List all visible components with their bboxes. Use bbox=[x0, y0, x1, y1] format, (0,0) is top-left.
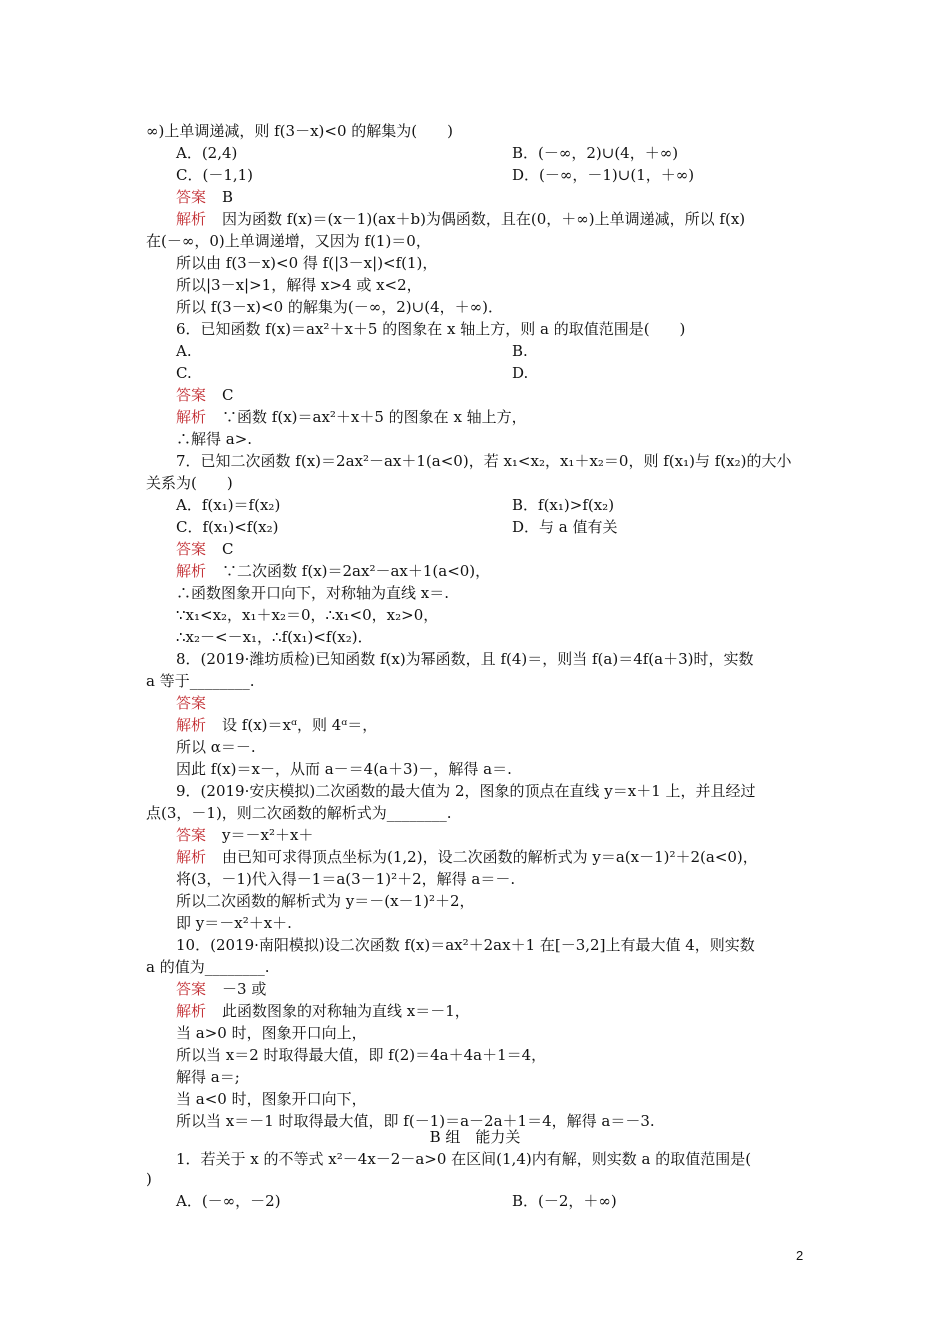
question-10: 10．(2019·南阳模拟)设二次函数 f(x)＝ax²＋2ax＋1 在[－3,2]上有最大值 4，则实数 bbox=[176, 936, 755, 954]
question-9: 9．(2019·安庆模拟)二次函数的最大值为 2，图象的顶点在直线 y＝x＋1 上，并且经过 bbox=[176, 782, 756, 800]
question-8: 8．(2019·潍坊质检)已知函数 f(x)为幂函数，且 f(4)＝，则当 f(a)＝4f(a＋3)时，实数 bbox=[176, 650, 754, 668]
text-line: 所以 α＝－. bbox=[176, 738, 256, 756]
text-line: 所以 f(3－x)<0 的解集为(－∞，2)∪(4，＋∞)． bbox=[176, 298, 503, 316]
text-line: 所以二次函数的解析式为 y＝－(x－1)²＋2， bbox=[176, 892, 475, 910]
option-b: B．f(x₁)>f(x₂) bbox=[512, 496, 615, 514]
text-line: 当 a>0 时，图象开口向上， bbox=[176, 1024, 367, 1042]
answer-line: 答案 bbox=[176, 694, 207, 712]
option-a: A．f(x₁)＝f(x₂) bbox=[176, 496, 281, 514]
text-line: ∵x₁<x₂，x₁＋x₂＝0，∴x₁<0，x₂>0， bbox=[176, 606, 439, 624]
text-line: a 等于________. bbox=[146, 672, 255, 690]
text-line: 在(－∞，0)上单调递增，又因为 f(1)＝0， bbox=[146, 232, 431, 250]
option-c: C．f(x₁)<f(x₂) bbox=[176, 518, 279, 536]
explanation-line: 解析 设 f(x)＝xᵅ，则 4ᵅ＝， bbox=[176, 716, 378, 734]
option-b: B．(－∞，2)∪(4，＋∞) bbox=[512, 144, 679, 162]
explanation-line: 解析 此函数图象的对称轴为直线 x＝－1， bbox=[176, 1002, 470, 1020]
question-7: 7．已知二次函数 f(x)＝2ax²－ax＋1(a<0)，若 x₁<x₂，x₁＋x₂＝0，则 f(x₁)与 f(x₂)的大小 bbox=[176, 452, 792, 470]
option-a: A．(－∞，－2) bbox=[176, 1192, 281, 1210]
text-line: 解得 a＝; bbox=[176, 1068, 240, 1086]
question-6: 6．已知函数 f(x)＝ax²＋x＋5 的图象在 x 轴上方，则 a 的取值范围是( ) bbox=[176, 320, 686, 338]
explanation-line: 解析 ∵函数 f(x)＝ax²＋x＋5 的图象在 x 轴上方， bbox=[176, 408, 527, 426]
text-line: 关系为( ) bbox=[146, 474, 233, 492]
text-line: 所以当 x＝－1 时取得最大值，即 f(－1)＝a－2a＋1＝4，解得 a＝－3. bbox=[176, 1112, 655, 1130]
explanation-line: 解析 ∵二次函数 f(x)＝2ax²－ax＋1(a<0)， bbox=[176, 562, 491, 580]
page-number: 2 bbox=[796, 1248, 804, 1263]
option-b: B．(－2，＋∞) bbox=[512, 1192, 617, 1210]
explanation-label: 解析 bbox=[176, 210, 207, 228]
option-d: D．与 a 值有关 bbox=[512, 518, 618, 536]
text-line: 因此 f(x)＝x－，从而 a－＝4(a＋3)－，解得 a＝. bbox=[176, 760, 512, 778]
option-d: D. bbox=[512, 364, 529, 382]
answer-line: 答案 B bbox=[176, 188, 234, 206]
text-line: a 的值为________. bbox=[146, 958, 270, 976]
option-a: A. bbox=[176, 342, 192, 360]
option-b: B. bbox=[512, 342, 528, 360]
answer-line: 答案 C bbox=[176, 386, 234, 404]
answer-line: 答案 C bbox=[176, 540, 234, 558]
text-line: 点(3，－1)，则二次函数的解析式为________. bbox=[146, 804, 452, 822]
text-line: ∴解得 a>. bbox=[176, 430, 253, 448]
explanation-line: 解析 因为函数 f(x)＝(x－1)(ax＋b)为偶函数，且在(0，＋∞)上单调递减，所以 f(x) bbox=[176, 210, 746, 228]
text-line: 所以由 f(3－x)<0 得 f(|3－x|)<f(1)， bbox=[176, 254, 438, 272]
text-line: ∞)上单调递减，则 f(3－x)<0 的解集为( ) bbox=[146, 122, 453, 140]
text-line: 将(3，－1)代入得－1＝a(3－1)²＋2，解得 a＝－. bbox=[176, 870, 516, 888]
answer-line: 答案 －3 或 bbox=[176, 980, 267, 998]
answer-line: 答案 y＝－x²＋x＋ bbox=[176, 826, 314, 844]
text-line: 当 a<0 时，图象开口向下， bbox=[176, 1090, 367, 1108]
question-b1: 1．若关于 x 的不等式 x²－4x－2－a>0 在区间(1,4)内有解，则实数 a 的取值范围是( bbox=[176, 1150, 752, 1168]
section-heading: B 组 能力关 bbox=[429, 1128, 521, 1146]
explanation-line: 解析 由已知可求得顶点坐标为(1,2)，设二次函数的解析式为 y＝a(x－1)²＋2(a<0)， bbox=[176, 848, 758, 866]
text-line: 即 y＝－x²＋x＋. bbox=[176, 914, 292, 932]
option-a: A．(2,4) bbox=[176, 144, 238, 162]
text-line: ∴函数图象开口向下，对称轴为直线 x＝. bbox=[176, 584, 449, 602]
option-d: D．(－∞，－1)∪(1，＋∞) bbox=[512, 166, 695, 184]
text-line: ) bbox=[146, 1170, 152, 1188]
text-line: ∴x₂－<－x₁，∴f(x₁)<f(x₂)． bbox=[176, 628, 373, 646]
text-line: 所以|3－x|>1，解得 x>4 或 x<2， bbox=[176, 276, 422, 294]
answer-label: 答案 bbox=[176, 188, 207, 206]
text-line: 所以当 x＝2 时取得最大值，即 f(2)＝4a＋4a＋1＝4， bbox=[176, 1046, 547, 1064]
option-c: C. bbox=[176, 364, 192, 382]
option-c: C．(－1,1) bbox=[176, 166, 254, 184]
